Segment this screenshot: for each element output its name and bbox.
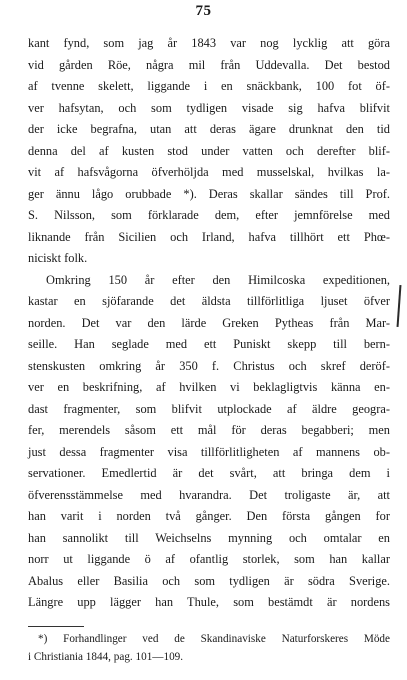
text-line: dast fragmenter, som blifvit utplockade af äldre geogra- (28, 401, 390, 416)
text-line: fer, merendels såsom ett mål för deras begabberi; men (28, 423, 390, 437)
text-line: Abalus eller Basilia och som tydligen är södra Sverige. (28, 573, 390, 588)
text-line: kastar en sjöfarande det äldsta tillförlitliga ljuset öfver (28, 294, 390, 308)
footnote (28, 630, 390, 666)
text-line: der icke begrafna, utan att deras ägare drunknat den tid (28, 122, 390, 136)
text-line: Omkring 150 år efter den Himilcoska expeditionen, (46, 272, 390, 287)
pencil-margin-mark (397, 285, 401, 327)
text-line: ver hafsytan, och som tydligen visade sig hafva blifvit (28, 100, 390, 115)
text-line: vid gården Röe, några mil från Uddevalla. Det bestod (28, 57, 390, 72)
text-line: norr ut liggande ö af ofantlig storlek, som han kallar (28, 552, 390, 566)
text-line: denna del af kusten stod under vatten och derefter blif- (28, 143, 390, 158)
text-line: Längre upp lägger han Thule, som bestämdt är nordens (28, 595, 390, 609)
text-line: niciskt folk. (28, 251, 88, 265)
text-line: ver en beskrifning, af hvilken vi beklagligtvis känna en- (28, 380, 390, 394)
footnote-rule (28, 626, 84, 627)
text-line: ger ännu lågo orubbade *). Deras skallar sändes till Prof. (28, 186, 390, 201)
text-line: vit af hafsvågorna öfverhöljda med musselskal, hvilkas la- (28, 165, 390, 179)
text-line: han sannolikt till Weichselns mynning och omtalar en (28, 530, 390, 545)
text-line: servationer. Emedlertid är det svårt, att bringa dem i (28, 466, 390, 480)
body-text (28, 33, 390, 614)
text-line: af tvenne skelett, liggande i en snäckbank, 100 fot öf- (28, 79, 390, 93)
page-number: 75 (195, 3, 212, 19)
text-line: norden. Det var den lärde Greken Pytheas från Mar- (28, 315, 390, 330)
text-line: S. Nilsson, som förklarade dem, efter jemnförelse med (28, 208, 390, 222)
text-line: liknande från Sicilien och Irland, hafva tillhört ett Phœ- (28, 229, 390, 244)
text-line: seille. Han seglade med ett Puniskt skepp till bern- (28, 337, 390, 351)
footnote-line: *) Forhandlinger ved de Skandinaviske Naturforskeres Möde (38, 633, 390, 645)
text-line: öfverensstämmelse med hvarandra. Det troligaste är, att (28, 487, 390, 502)
text-line: kant fynd, som jag år 1843 var nog lycklig att göra (28, 36, 390, 50)
text-line: just dessa fragmenter visa tillförlitligheten af mannens ob- (28, 444, 390, 459)
text-line: han varit i norden två gånger. Den första gången for (28, 509, 390, 523)
footnote-line: i Christiania 1844, pag. 101—109. (28, 651, 184, 663)
text-line: stenskusten omkring år 350 f. Christus och skref deröf- (28, 358, 390, 373)
